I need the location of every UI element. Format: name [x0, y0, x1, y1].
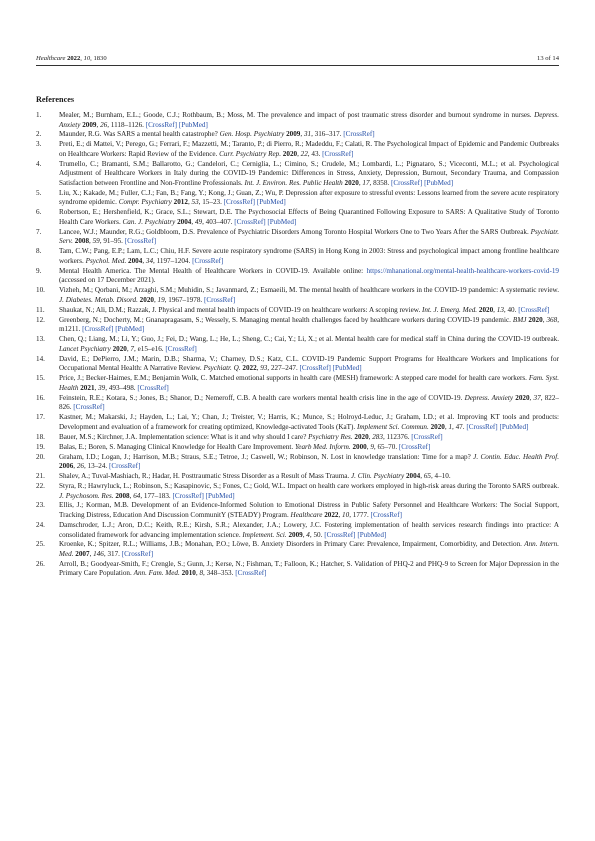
reference-authors-title: Shaukat, N.; Ali, D.M.; Razzak, J. Physical and mental health impacts of COVID-19 on healthcare workers: A scoping review.	[59, 305, 423, 314]
reference-number: 18.	[36, 432, 45, 441]
reference-text: David, E.; DePierro, J.M.; Marin, D.B.; Sharma, V.; Charney, D.S.; Katz, C.L. COVID-19 Pandemic Support Programs for Healthcare Workers and Implications for Occupational Mental Health: A Narrative Review. Psychiatr. Q. 2022, 93, 227–247. [CrossRef] [PubMed]	[59, 354, 559, 373]
crossref-link[interactable]: [CrossRef]	[234, 217, 266, 226]
reference-authors-title: Mealer, M.; Burnham, E.L.; Goode, C.J.; Rothbaum, B.; Moss, M. The prevalence and impact of post traumatic stress disorder and burnout syndrome in nurses.	[59, 111, 535, 119]
pubmed-link[interactable]: [PubMed]	[205, 491, 235, 500]
reference-year: 2006	[59, 462, 74, 471]
reference-item	[36, 140, 559, 159]
reference-volume: 34	[145, 256, 154, 265]
reference-authors-title: Balas, E.; Boren, S. Managing Clinical Knowledge for Health Care Improvement.	[59, 442, 295, 451]
reference-year: 2022	[324, 511, 339, 520]
reference-authors-title: Robertson, E.; Hershenfield, K.; Grace, S.L.; Stewart, D.E. The Psychosocial Effects of Being Quarantined Following Exposure to SARS: A Qualitative Study of Toronto Health Care Workers.	[59, 208, 559, 226]
crossref-link[interactable]: [CrossRef]	[121, 549, 154, 558]
reference-text: Shalev, A.; Tuval-Mashiach, R.; Hadar, H. Posttraumatic Stress Disorder as a Result of Mass Trauma. J. Clin. Psychiatry 2004, 65, 4–10.	[59, 472, 451, 481]
reference-year: 2004	[128, 256, 143, 265]
reference-pages: 15–23.	[202, 198, 222, 207]
reference-authors-title: Price, J.; Becker-Haimes, E.M.; Benjamin Wolk, C. Matched emotional supports in health care (MESH) framework: A stepped care model for health care workers.	[59, 374, 529, 383]
reference-item	[36, 433, 559, 443]
reference-number: 15.	[36, 374, 45, 383]
reference-text: Maunder, R.G. Was SARS a mental health catastrophe? Gen. Hosp. Psychiatry 2009, 31, 316–317. [CrossRef]	[59, 130, 375, 139]
reference-pages: 348–353.	[206, 569, 234, 578]
reference-text: Ellis, J.; Korman, M.B. Development of an Evidence-Informed Solution to Emotional Distress in Public Safety Personnel and Healthcare Workers: The Social Support, Tracking Distress, Education And Discussion CommunitY (STEADY) Program. Healthcare 2022, 10, 1777. [CrossRef]	[59, 501, 559, 520]
reference-item	[36, 443, 559, 453]
reference-number: 3.	[36, 140, 42, 149]
reference-number: 16.	[36, 393, 45, 402]
reference-item	[36, 316, 559, 335]
reference-volume: 22	[300, 149, 308, 158]
reference-year: 2009	[82, 120, 97, 129]
reference-number: 19.	[36, 442, 45, 451]
reference-authors-title: Shalev, A.; Tuval-Mashiach, R.; Hadar, H. Posttraumatic Stress Disorder as a Result of Mass Trauma.	[59, 472, 351, 481]
reference-journal: Depress. Anxiety	[59, 111, 559, 129]
reference-pages: 8358.	[373, 179, 390, 187]
pubmed-link[interactable]: [PubMed]	[115, 325, 145, 334]
reference-number: 2.	[36, 130, 42, 139]
reference-item	[36, 413, 559, 432]
reference-year: 2007	[75, 549, 90, 558]
reference-year: 2004	[177, 217, 192, 226]
reference-journal: Fam. Syst. Health	[59, 374, 559, 392]
reference-text: Feinstein, R.E.; Kotara, S.; Jones, B.; Shanor, D.; Nemeroff, C.B. A health care workers mental health crisis line in the age of COVID-19. Depress. Anxiety 2020, 37, 822–826. [CrossRef]	[59, 393, 559, 412]
reference-item	[36, 189, 559, 208]
reference-item	[36, 374, 559, 393]
reference-volume: 4	[306, 530, 310, 539]
reference-authors-title: Kroenke, K.; Spitzer, R.L.; Williams, J.B.; Monahan, P.O.; Löwe, B. Anxiety Disorders in Primary Care: Prevalence, Impairment, Comorbidity, and Detection.	[59, 540, 525, 549]
reference-number: 22.	[36, 481, 45, 490]
reference-item	[36, 521, 559, 540]
crossref-link[interactable]: [CrossRef]	[370, 511, 402, 520]
reference-item	[36, 228, 559, 247]
reference-text: Lancee, W.J.; Maunder, R.G.; Goldbloom, D.S. Prevalence of Psychiatric Disorders Among Toronto Hospital Workers One to Two Years After the SARS Outbreak. Psychiatr. Serv. 2008, 59, 91–95. [CrossRef]	[59, 227, 559, 246]
reference-text: Damschroder, L.J.; Aron, D.C.; Keith, R.E.; Kirsh, S.R.; Alexander, J.A.; Lowery, J.C. Fostering implementation of health services research findings into practice: A consolidated framework for advancing implementation science. Implement. Sci. 2009, 4, 50. [CrossRef] [PubMed]	[59, 520, 559, 539]
reference-volume: 65	[423, 472, 431, 481]
reference-number: 7.	[36, 227, 42, 236]
reference-pages: 47.	[455, 422, 465, 431]
reference-volume: 49	[194, 217, 203, 226]
reference-pages: 43.	[311, 149, 321, 158]
reference-year: 2020	[528, 315, 543, 324]
pubmed-link[interactable]: [PubMed]	[332, 364, 362, 373]
references-heading: References	[36, 95, 75, 104]
reference-year: 2021	[80, 383, 95, 392]
reference-pages: 91–95.	[103, 237, 123, 246]
reference-journal: Int. J. Environ. Res. Public Health	[244, 179, 343, 187]
reference-volume: 64	[133, 491, 141, 500]
reference-pages: 227–247.	[270, 364, 298, 373]
reference-year: 2008	[115, 491, 130, 500]
article-number: 1830	[93, 55, 107, 62]
reference-volume: 7	[130, 344, 134, 353]
reference-number: 17.	[36, 413, 45, 422]
crossref-link[interactable]: [CrossRef]	[145, 120, 178, 129]
reference-volume: 368	[546, 315, 558, 324]
reference-item	[36, 355, 559, 374]
crossref-link[interactable]: [CrossRef]	[223, 198, 256, 207]
reference-year: 2008	[74, 237, 90, 246]
reference-volume: 39	[98, 383, 106, 392]
reference-item	[36, 394, 559, 413]
reference-journal: Yearb Med. Inform.	[294, 442, 351, 451]
reference-item	[36, 111, 559, 130]
reference-text: Mealer, M.; Burnham, E.L.; Goode, C.J.; Rothbaum, B.; Moss, M. The prevalence and impact of post traumatic stress disorder and burnout syndrome in nurses. Depress. Anxiety 2009, 26, 1118–1126. [CrossRef] [PubMed]	[59, 111, 559, 129]
crossref-link[interactable]: [CrossRef]	[324, 530, 356, 539]
reference-pages: 50.	[313, 530, 323, 539]
reference-year: 2020	[282, 149, 298, 158]
reference-authors-title: Ellis, J.; Korman, M.B. Development of an Evidence-Informed Solution to Emotional Distress in Public Safety Personnel and Healthcare Workers: The Social Support, Tracking Distress, Education And Discussion CommunitY (STEADY) Program.	[59, 501, 559, 520]
reference-number: 6.	[36, 208, 42, 217]
reference-year: 2020	[139, 295, 154, 304]
reference-pages: 1777.	[352, 511, 369, 520]
reference-authors-title: Mental Health America. The Mental Health of Healthcare Workers in COVID-19. Available online:	[59, 266, 367, 275]
reference-text: Shaukat, N.; Ali, D.M.; Razzak, J. Physical and mental health impacts of COVID-19 on healthcare workers: A scoping review. Int. J. Emerg. Med. 2020, 13, 40. [CrossRef]	[59, 305, 550, 314]
reference-item	[36, 267, 559, 286]
reference-text: Styra, R.; Hawryluck, L.; Robinson, S.; Kasapinovic, S.; Fones, C.; Gold, W.L. Impact on health care workers employed in high-risk areas during the Toronto SARS outbreak. J. Psychosom. Res. 2008, 64, 177–183. [CrossRef] [PubMed]	[59, 481, 559, 500]
reference-text: Balas, E.; Boren, S. Managing Clinical Knowledge for Health Care Improvement. Yearb Med. Inform. 2000, 9, 65–70. [CrossRef]	[59, 442, 431, 451]
reference-year: 2022	[242, 364, 257, 373]
pubmed-link[interactable]: [PubMed]	[267, 217, 297, 226]
reference-text: Tam, C.W.; Pang, E.P.; Lam, L.C.; Chiu, H.F. Severe acute respiratory syndrome (SARS) in Hong Kong in 2003: Stress and psychological impact among frontline healthcare workers. Psychol. Med. 2004, 34, 1197–1204. [CrossRef]	[59, 247, 559, 265]
reference-authors-title: Damschroder, L.J.; Aron, D.C.; Keith, R.E.; Kirsh, S.R.; Alexander, J.A.; Lowery, J.C. Fostering implementation of health services research findings into practice: A consolidated framework for advancing implementation science.	[59, 520, 559, 539]
reference-journal: Curr. Psychiatry Rep.	[219, 149, 281, 158]
reference-number: 8.	[36, 247, 42, 256]
reference-pages: 40.	[507, 305, 517, 314]
reference-journal: J. Diabetes. Metab. Disord.	[59, 295, 138, 304]
reference-item	[36, 472, 559, 482]
reference-authors-title: David, E.; DePierro, J.M.; Marin, D.B.; Sharma, V.; Charney, D.S.; Katz, C.L. COVID-19 Pandemic Support Programs for Healthcare Workers and Implications for Occupational Mental Health: A Narrative Review.	[59, 354, 559, 373]
crossref-link[interactable]: [CrossRef]	[411, 432, 443, 441]
crossref-link[interactable]: [CrossRef]	[518, 305, 550, 314]
reference-journal: Ann. Intern. Med.	[59, 540, 559, 558]
pubmed-link[interactable]: [PubMed]	[499, 422, 529, 431]
reference-number: 20.	[36, 452, 45, 461]
reference-text: Trumello, C.; Bramanti, S.M.; Ballarotto, G.; Candelori, C.; Cerniglia, L.; Cimino, S.; Crudele, M.; Lombardi, L.; Pignataro, S.; Viceconti, M.L.; et al. Psychological Adjustment of Healthcare Workers in Italy during the COVID-19 Pandemic: Differences in Stress, Anxiety, Depression, Burnout, Secondary Trauma, and Compassion Satisfaction between Frontline and Non-Frontline Professionals. Int. J. Environ. Res. Public Health 2020, 17, 8358. [CrossRef] [PubMed]	[59, 159, 559, 187]
reference-authors-title: Arroll, B.; Goodyear-Smith, F.; Crengle, S.; Gunn, J.; Kerse, N.; Fishman, T.; Falloon, K.; Hatcher, S. Validation of PHQ-2 and PHQ-9 to Screen for Major Depression in the Primary Care Population.	[59, 559, 559, 578]
reference-text: Kastner, M.; Makarski, J.; Hayden, L.; Lai, Y.; Chan, J.; Treister, V.; Harris, K.; Munce, S.; Holroyd-Leduc, J.; Graham, I.D.; et al. Improving KT tools and products: Development and evaluation of a framework for creating optimized, Knowledge-activated Tools (KaT). Implement Sci. Commun. 2020, 1, 47. [CrossRef] [PubMed]	[59, 413, 559, 431]
pubmed-link[interactable]: [PubMed]	[178, 120, 208, 129]
reference-access-note: (accessed on 17 December 2021).	[59, 276, 156, 285]
reference-item	[36, 482, 559, 501]
journal-volume: 10	[83, 55, 91, 62]
reference-year: 2000	[352, 442, 367, 451]
reference-pages: 1197–1204.	[156, 256, 191, 265]
crossref-link[interactable]: [CrossRef]	[73, 403, 105, 412]
reference-number: 13.	[36, 335, 45, 344]
reference-volume: 10	[342, 511, 350, 520]
journal-year: 2022	[67, 55, 81, 62]
reference-journal: Int. J. Emerg. Med.	[422, 305, 478, 314]
crossref-link[interactable]: [CrossRef]	[398, 442, 431, 451]
reference-text: Bauer, M.S.; Kirchner, J.A. Implementation science: What is it and why should I care? Psychiatry Res. 2020, 283, 112376. [CrossRef]	[59, 432, 443, 441]
pubmed-link[interactable]: [PubMed]	[357, 530, 387, 539]
journal-name: Healthcare	[36, 55, 66, 62]
reference-number: 12.	[36, 315, 45, 324]
reference-pages: 403–407.	[205, 217, 233, 226]
reference-volume: 37	[533, 393, 541, 402]
reference-number: 4.	[36, 159, 42, 168]
reference-year: 2020	[344, 179, 359, 187]
reference-number: 25.	[36, 540, 45, 549]
reference-pages: 13–24.	[87, 462, 108, 471]
reference-volume: 59	[92, 237, 100, 246]
reference-volume: 19	[157, 295, 165, 304]
reference-item	[36, 540, 559, 559]
reference-authors-title: Kastner, M.; Makarski, J.; Hayden, L.; Lai, Y.; Chan, J.; Treister, V.; Harris, K.; Munce, S.; Holroyd-Leduc, J.; Graham, I.D.; et al. Improving KT tools and products: Development and evaluation of a framework for creating optimized, Knowledge-activated Tools (KaT).	[59, 413, 559, 431]
crossref-link[interactable]: [CrossRef]	[172, 491, 204, 500]
reference-authors-title: Trumello, C.; Bramanti, S.M.; Ballarotto, G.; Candelori, C.; Cerniglia, L.; Cimino, S.; Crudele, M.; Lombardi, L.; Pignataro, S.; Viceconti, M.L.; et al. Psychological Adjustment of Healthcare Workers in Italy during the COVID-19 Pandemic: Differences in Stress, Anxiety, Depression, Burnout, Secondary Trauma, and Compassion Satisfaction between Frontline and Non-Frontline Professionals.	[59, 159, 559, 187]
reference-pages: 177–183.	[143, 491, 171, 500]
reference-number: 14.	[36, 354, 45, 363]
reference-journal: Psychiatr. Q.	[203, 364, 241, 373]
crossref-link[interactable]: [CrossRef]	[192, 256, 224, 265]
reference-pages: e15–e16.	[137, 344, 164, 353]
reference-volume: 13	[496, 305, 504, 314]
reference-volume: 8	[199, 569, 204, 578]
reference-pages: m1211.	[59, 325, 81, 334]
reference-item	[36, 306, 559, 316]
reference-pages: 493–498.	[108, 383, 136, 392]
reference-list	[36, 111, 559, 579]
reference-item	[36, 335, 559, 354]
reference-volume: 31	[303, 130, 312, 139]
reference-journal: Compr. Psychiatry	[118, 198, 172, 207]
crossref-link[interactable]: [CrossRef]	[82, 325, 114, 334]
reference-volume: 93	[260, 364, 268, 373]
reference-journal: J. Psychosom. Res.	[59, 491, 114, 500]
reference-number: 10.	[36, 286, 45, 295]
reference-item	[36, 160, 559, 189]
reference-number: 24.	[36, 520, 45, 529]
reference-year: 2012	[173, 198, 188, 207]
reference-text: Price, J.; Becker-Haimes, E.M.; Benjamin Wolk, C. Matched emotional supports in health care (MESH) framework: A stepped care model for health care workers. Fam. Syst. Health 2021, 39, 493–498. [CrossRef]	[59, 374, 559, 392]
reference-item	[36, 208, 559, 227]
reference-text: Chen, Q.; Liang, M.; Li, Y.; Guo, J.; Fei, D.; Wang, L.; He, L.; Sheng, C.; Cai, Y.; Li, X.; et al. Mental health care for medical staff in China during the COVID-19 outbreak. Lancet Psychiatry 2020, 7, e15–e16. [CrossRef]	[59, 335, 559, 353]
reference-volume: 53	[191, 198, 199, 207]
reference-text: Kroenke, K.; Spitzer, R.L.; Williams, J.B.; Monahan, P.O.; Löwe, B. Anxiety Disorders in Primary Care: Prevalence, Impairment, Comorbidity, and Detection. Ann. Intern. Med. 2007, 146, 317. [CrossRef]	[59, 540, 559, 558]
reference-journal: J. Clin. Psychiatry	[351, 472, 405, 481]
reference-number: 9.	[36, 266, 42, 275]
reference-journal: Implement. Sci.	[242, 530, 287, 539]
header-rule	[36, 65, 559, 66]
reference-pages: 1118–1126.	[110, 120, 144, 129]
reference-url-link[interactable]: https://mhanational.org/mental-health-healthcare-workers-covid-19	[366, 266, 559, 275]
journal-citation: Healthcare 2022, 10, 1830	[36, 55, 107, 62]
reference-volume: 146	[93, 549, 104, 558]
reference-journal: Depress. Anxiety	[464, 393, 514, 402]
reference-authors-title: Vizheh, M.; Qorbani, M.; Arzaghi, S.M.; Muhidin, S.; Javanmard, Z.; Esmaeili, M. The mental health of healthcare workers in the COVID-19 pandemic: A systematic review.	[59, 286, 559, 295]
reference-journal: J. Contin. Educ. Health Prof.	[473, 452, 559, 461]
reference-authors-title: Feinstein, R.E.; Kotara, S.; Jones, B.; Shanor, D.; Nemeroff, C.B. A health care workers mental health crisis line in the age of COVID-19.	[59, 393, 465, 402]
crossref-link[interactable]: [CrossRef]	[343, 130, 375, 139]
reference-item	[36, 560, 559, 579]
reference-text: Graham, I.D.; Logan, J.; Harrison, M.B.; Straus, S.E.; Tetroe, J.; Caswell, W.; Robinson, N. Lost in knowledge translation: Time for a map? J. Contin. Educ. Health Prof. 2006, 26, 13–24. [CrossRef]	[59, 452, 559, 471]
reference-journal: BMJ	[512, 315, 527, 324]
crossref-link[interactable]: [CrossRef]	[137, 383, 169, 392]
crossref-link[interactable]: [CrossRef]	[299, 364, 331, 373]
reference-text: Robertson, E.; Hershenfield, K.; Grace, S.L.; Stewart, D.E. The Psychosocial Effects of Being Quarantined Following Exposure to SARS: A Qualitative Study of Toronto Health Care Workers. Can. J. Psychiatry 2004, 49, 403–407. [CrossRef] [PubMed]	[59, 208, 559, 226]
reference-year: 2020	[430, 422, 445, 431]
reference-volume: 26	[76, 462, 84, 471]
reference-number: 26.	[36, 559, 45, 568]
crossref-link[interactable]: [CrossRef]	[165, 344, 197, 353]
reference-journal: Psychol. Med.	[85, 256, 127, 265]
reference-text	[59, 267, 559, 286]
reference-item	[36, 453, 559, 472]
crossref-link[interactable]: [CrossRef]	[390, 179, 423, 187]
reference-year: 2020	[354, 432, 369, 441]
reference-journal: Psychiatry Res.	[308, 432, 353, 441]
reference-volume: 9	[370, 442, 374, 451]
reference-year: 2004	[405, 472, 421, 481]
reference-item	[36, 286, 559, 305]
reference-journal: Ann. Fam. Med.	[133, 569, 180, 578]
reference-year: 2009	[288, 530, 303, 539]
reference-volume: 26	[100, 120, 108, 129]
reference-year: 2020	[478, 305, 494, 314]
reference-authors-title: Greenberg, N.; Docherty, M.; Gnanapragasam, S.; Wessely, S. Managing mental health challenges faced by healthcare workers during COVID-19 pandemic.	[59, 315, 513, 324]
reference-year: 2020	[515, 393, 530, 402]
reference-volume: 1	[448, 422, 453, 431]
crossref-link[interactable]: [CrossRef]	[124, 237, 157, 246]
reference-authors-title: Lancee, W.J.; Maunder, R.G.; Goldbloom, D.S. Prevalence of Psychiatric Disorders Among Toronto Hospital Workers One to Two Years After the SARS Outbreak.	[59, 227, 531, 236]
crossref-link[interactable]: [CrossRef]	[466, 422, 498, 431]
pubmed-link[interactable]: [PubMed]	[424, 179, 454, 187]
reference-number: 21.	[36, 472, 45, 481]
reference-volume: 17	[362, 179, 370, 187]
reference-authors-title: Maunder, R.G. Was SARS a mental health catastrophe?	[59, 130, 220, 139]
crossref-link[interactable]: [CrossRef]	[322, 149, 354, 158]
reference-number: 11.	[36, 305, 45, 314]
reference-authors-title: Liu, X.; Kakade, M.; Fuller, C.J.; Fan, B.; Fang, Y.; Kong, J.; Guan, Z.; Wu, P. Depression after exposure to stressful events: Lessons learned from the severe acute respiratory syndrome epidemic.	[59, 188, 559, 207]
reference-item	[36, 130, 559, 140]
crossref-link[interactable]: [CrossRef]	[203, 295, 236, 304]
reference-year: 2020	[112, 344, 127, 353]
reference-pages: 65–70.	[377, 442, 398, 451]
reference-text: Arroll, B.; Goodyear-Smith, F.; Crengle, S.; Gunn, J.; Kerse, N.; Fishman, T.; Falloon, K.; Hatcher, S. Validation of PHQ-2 and PHQ-9 to Screen for Major Depression in the Primary Care Population. Ann. Fam. Med. 2010, 8, 348–353. [CrossRef]	[59, 559, 559, 578]
reference-pages: 1967–1978.	[168, 295, 203, 304]
reference-text: Liu, X.; Kakade, M.; Fuller, C.J.; Fan, B.; Fang, Y.; Kong, J.; Guan, Z.; Wu, P. Depression after exposure to stressful events: Lessons learned from the severe acute respiratory syndrome epidemic. Compr. Psychiatry 2012, 53, 15–23. [CrossRef] [PubMed]	[59, 188, 559, 207]
reference-authors-title: Preti, E.; di Mattei, V.; Perego, G.; Ferrari, F.; Mazzetti, M.; Taranto, P.; di Pierro, R.; Madeddu, F.; Calati, R. The Psychological Impact of Epidemic and Pandemic Outbreaks on Healthcare Workers: Rapid Review of the Evidence.	[59, 140, 559, 158]
reference-authors-title: Graham, I.D.; Logan, J.; Harrison, M.B.; Straus, S.E.; Tetroe, J.; Caswell, W.; Robinson, N. Lost in knowledge translation: Time for a map?	[59, 452, 474, 461]
reference-pages: 317.	[107, 549, 120, 558]
reference-text: Greenberg, N.; Docherty, M.; Gnanapragasam, S.; Wessely, S. Managing mental health challenges faced by healthcare workers during COVID-19 pandemic. BMJ 2020, 368, m1211. [CrossRef] [PubMed]	[59, 315, 559, 334]
page-header	[36, 55, 559, 63]
reference-volume: 283	[372, 432, 383, 441]
crossref-link[interactable]: [CrossRef]	[109, 462, 141, 471]
reference-journal: Gen. Hosp. Psychiatry	[219, 130, 285, 139]
crossref-link[interactable]: [CrossRef]	[235, 569, 267, 578]
reference-journal: Implement Sci. Commun.	[356, 422, 429, 431]
reference-number: 5.	[36, 188, 42, 197]
reference-number: 23.	[36, 501, 45, 510]
reference-pages: 316–317.	[314, 130, 342, 139]
reference-authors-title: Styra, R.; Hawryluck, L.; Robinson, S.; Kasapinovic, S.; Fones, C.; Gold, W.L. Impact on health care workers employed in high-risk areas during the Toronto SARS outbreak.	[59, 481, 559, 490]
reference-text: Vizheh, M.; Qorbani, M.; Arzaghi, S.M.; Muhidin, S.; Javanmard, Z.; Esmaeili, M. The mental health of healthcare workers in the COVID-19 pandemic: A systematic review. J. Diabetes. Metab. Disord. 2020, 19, 1967–1978. [CrossRef]	[59, 286, 559, 304]
reference-year: 2010	[181, 569, 196, 578]
reference-pages: 4–10.	[434, 472, 451, 481]
reference-number: 1.	[36, 111, 42, 119]
pubmed-link[interactable]: [PubMed]	[256, 198, 286, 207]
reference-authors-title: Tam, C.W.; Pang, E.P.; Lam, L.C.; Chiu, H.F. Severe acute respiratory syndrome (SARS) in Hong Kong in 2003: Stress and psychological impact among frontline healthcare workers.	[59, 247, 559, 265]
reference-authors-title: Bauer, M.S.; Kirchner, J.A. Implementation science: What is it and why should I care?	[59, 432, 309, 441]
reference-pages: 112376.	[386, 432, 410, 441]
reference-authors-title: Chen, Q.; Liang, M.; Li, Y.; Guo, J.; Fei, D.; Wang, L.; He, L.; Sheng, C.; Cai, Y.; Li, X.; et al. Mental health care for medical staff in China during the COVID-19 outbreak.	[59, 335, 559, 344]
reference-journal: Psychiatr. Serv.	[59, 227, 559, 246]
reference-item	[36, 501, 559, 520]
reference-journal: Can. J. Psychiatry	[122, 217, 176, 226]
reference-journal: Healthcare	[290, 511, 323, 520]
reference-year: 2009	[286, 130, 301, 139]
reference-journal: Lancet Psychiatry	[59, 344, 111, 353]
reference-item	[36, 247, 559, 266]
page-number: 13 of 14	[537, 55, 559, 62]
reference-pages: 822–826.	[59, 393, 559, 412]
reference-text: Preti, E.; di Mattei, V.; Perego, G.; Ferrari, F.; Mazzetti, M.; Taranto, P.; di Pierro, R.; Madeddu, F.; Calati, R. The Psychological Impact of Epidemic and Pandemic Outbreaks on Healthcare Workers: Rapid Review of the Evidence. Curr. Psychiatry Rep. 2020, 22, 43. [CrossRef]	[59, 140, 559, 158]
